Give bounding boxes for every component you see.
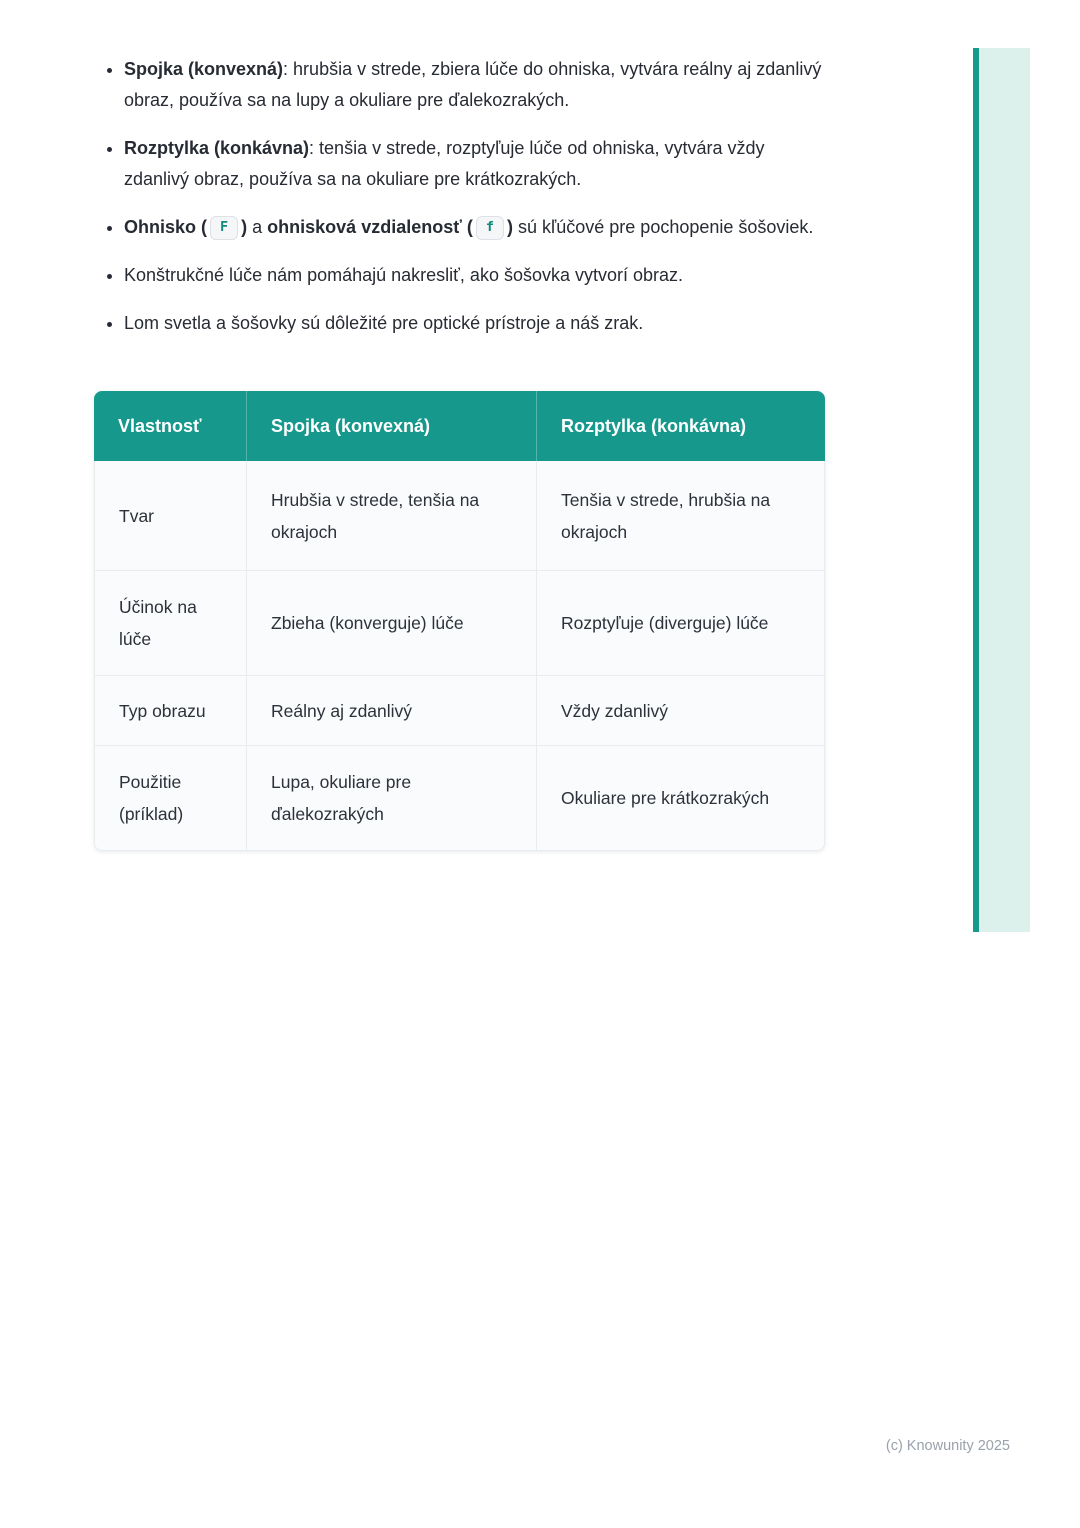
- bullet-item-rozptylka: [124, 133, 833, 195]
- table-row-tvar: [94, 461, 825, 571]
- table-cell: Hrubšia v strede, tenšia na okrajoch: [246, 461, 536, 571]
- table-header-spojka: Spojka (konvexná): [246, 391, 536, 461]
- bullet-bold-text: ): [507, 217, 513, 237]
- bullet-bold-text: Ohnisko (: [124, 217, 208, 237]
- bullet-text: a: [247, 217, 268, 237]
- table-header-vlastnost: Vlastnosť: [94, 391, 246, 461]
- bullet-item-ohnisko: [124, 212, 833, 243]
- table-cell: Rozptyľuje (diverguje) lúče: [536, 571, 825, 676]
- table-cell: Reálny aj zdanlivý: [246, 676, 536, 746]
- table-row-ucinok: [94, 571, 825, 676]
- table-cell: Lupa, okuliare pre ďalekozrakých: [246, 746, 536, 851]
- lens-comparison-table-container: [94, 391, 825, 851]
- bullet-text: : tenšia v strede, rozptyľuje lúče od ohniska, vytvára vždy zdanlivý obraz, používa sa na okuliare pre krátkozrakých.: [124, 138, 765, 189]
- bullet-text: sú kľúčové pre pochopenie šošoviek.: [513, 217, 814, 237]
- accent-vertical-stripe: [979, 48, 1030, 932]
- copyright-text: (c) Knowunity 2025: [885, 1438, 1010, 1454]
- bullet-text: Lom svetla a šošovky sú dôležité pre optické prístroje a náš zrak.: [124, 313, 644, 333]
- bullet-bold-text: Rozptylka (konkávna): [124, 138, 310, 158]
- table-row-typ-obrazu: [94, 676, 825, 746]
- table-cell: Použitie (príklad): [94, 746, 246, 851]
- table-cell: Typ obrazu: [94, 676, 246, 746]
- focal-length-symbol-code-badge: f: [476, 216, 504, 240]
- bullet-bold-text: Spojka (konvexná): [124, 59, 284, 79]
- bullet-item-lom-svetla: [124, 308, 833, 339]
- table-header-row: [94, 391, 825, 461]
- bullet-item-konstrukcne-luce: [124, 260, 833, 291]
- table-row-pouzitie: [94, 746, 825, 851]
- table-cell: Tvar: [94, 461, 246, 571]
- table-cell: Okuliare pre krátkozrakých: [536, 746, 825, 851]
- table-cell: Tenšia v strede, hrubšia na okrajoch: [536, 461, 825, 571]
- bullet-bold-text: ohnisková vzdialenosť (: [267, 217, 473, 237]
- bullet-list: [101, 54, 833, 356]
- lens-comparison-table: [94, 391, 825, 851]
- bullet-text: Konštrukčné lúče nám pomáhajú nakresliť, ako šošovka vytvorí obraz.: [124, 265, 684, 285]
- table-cell: Zbieha (konverguje) lúče: [246, 571, 536, 676]
- table-header-rozptylka: Rozptylka (konkávna): [536, 391, 825, 461]
- table-cell: Vždy zdanlivý: [536, 676, 825, 746]
- bullet-bold-text: ): [241, 217, 248, 237]
- bullet-text: : hrubšia v strede, zbiera lúče do ohniska, vytvára reálny aj zdanlivý obraz, používa sa na lupy a okuliare pre ďalekozrakých.: [124, 59, 822, 110]
- focus-symbol-code-badge: F: [210, 216, 238, 240]
- table-cell: Účinok na lúče: [94, 571, 246, 676]
- bullet-item-spojka: [124, 54, 833, 116]
